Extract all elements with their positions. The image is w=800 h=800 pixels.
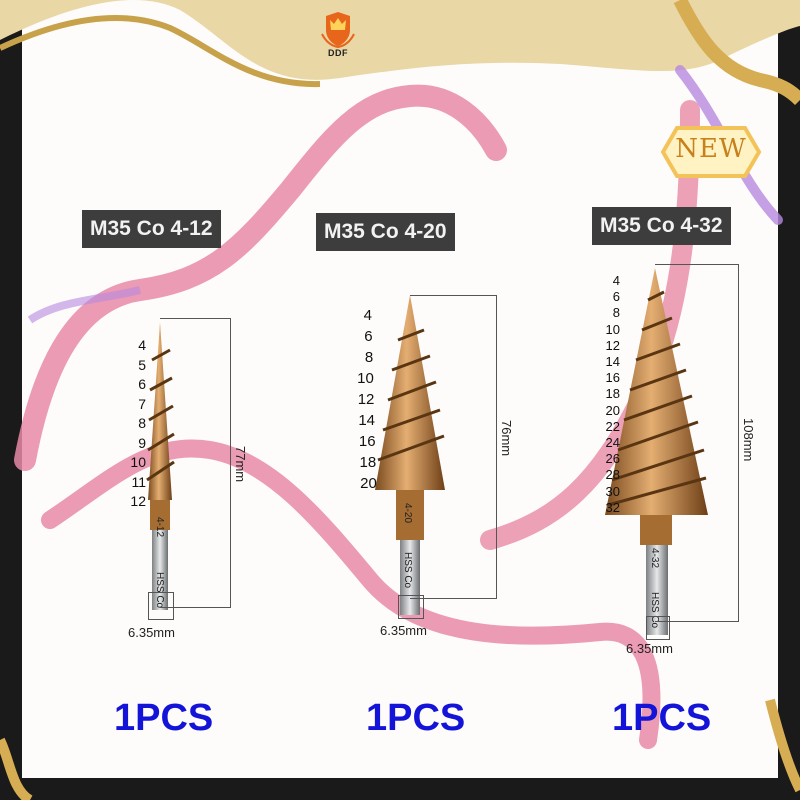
length-dimension-2: 76mm (499, 420, 514, 457)
length-dimension-1: 77mm (233, 446, 248, 483)
quantity-1: 1PCS (114, 697, 214, 739)
length-guide-2 (410, 295, 497, 599)
scale-value: 12 (357, 391, 375, 408)
scale-value: 8 (138, 415, 146, 431)
brand-name: DDF (328, 48, 348, 58)
quantity-3: 1PCS (612, 697, 712, 739)
scale-value: 12 (605, 337, 620, 353)
scale-value: 5 (138, 356, 146, 373)
scale-value: 7 (138, 395, 146, 412)
scale-value: 12 (130, 493, 146, 509)
scale-value: 8 (612, 305, 620, 321)
shank-guide-1 (148, 592, 174, 620)
product-label-3: M35 Co 4-32 (592, 207, 731, 245)
scale-value: 9 (138, 434, 146, 451)
scale-value: 16 (605, 370, 620, 386)
scale-value: 6 (138, 376, 146, 392)
scale-value: 20 (605, 402, 620, 418)
shank-mark-2: 4-20 (402, 503, 413, 524)
shank-brand-1: HSS Co (154, 572, 165, 609)
scale-value: 10 (357, 370, 374, 387)
quantity-2: 1PCS (366, 697, 466, 739)
new-badge-text: NEW (675, 134, 747, 164)
scale-value: 18 (359, 454, 377, 471)
scale-value: 4 (363, 307, 372, 324)
shank-mark-1: 4-12 (154, 517, 165, 538)
length-guide-3 (655, 264, 739, 622)
shank-guide-2 (398, 595, 424, 619)
scale-value: 6 (364, 328, 373, 345)
scale-value: 26 (605, 451, 620, 467)
scale-value: 6 (612, 289, 620, 305)
product-label-2: M35 Co 4-20 (316, 213, 455, 251)
scale-value: 32 (605, 499, 620, 515)
scale-value: 24 (605, 435, 620, 450)
shank-mark-3: 4-32 (649, 548, 660, 569)
shank-brand-2: HSS Co (402, 552, 413, 589)
scale-value: 4 (138, 337, 146, 353)
shank-dimension-1: 6.35mm (128, 625, 175, 640)
scale-value: 20 (360, 475, 377, 492)
scale-value: 28 (605, 467, 620, 483)
scale-value: 14 (605, 354, 620, 369)
scale-value: 16 (358, 433, 376, 450)
scale-value: 10 (130, 454, 146, 470)
scale-value: 11 (131, 473, 146, 490)
scale-value: 4 (612, 273, 620, 288)
scale-value: 18 (605, 386, 620, 402)
scale-value: 10 (605, 321, 620, 337)
shank-dimension-2: 6.35mm (380, 623, 427, 638)
scale-value: 8 (364, 349, 374, 366)
scale-value: 14 (358, 412, 375, 429)
length-guide-1 (160, 318, 231, 608)
shank-guide-3 (646, 616, 670, 640)
scale-value: 30 (605, 483, 620, 499)
product-label-1: M35 Co 4-12 (82, 210, 221, 248)
scale-value: 22 (605, 418, 620, 434)
length-dimension-3: 108mm (741, 418, 756, 462)
shank-brand-3: HSS Co (649, 592, 660, 629)
shank-dimension-3: 6.35mm (626, 641, 673, 656)
